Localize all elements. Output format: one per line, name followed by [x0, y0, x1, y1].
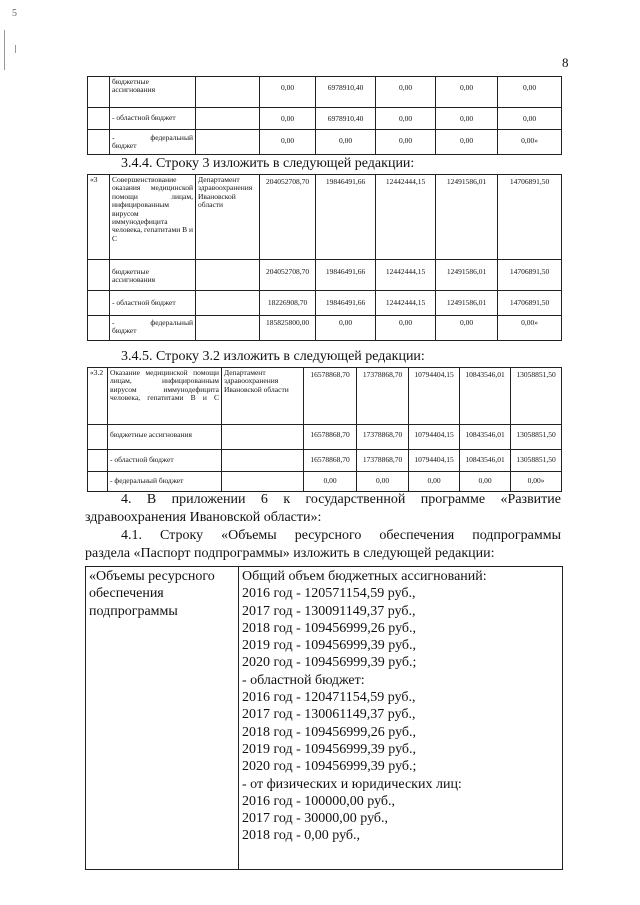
cell-value: 14706891,50: [498, 291, 562, 316]
table-row: [88, 472, 562, 492]
cell-value: 16578868,70: [304, 450, 357, 472]
cell-name-line2: бюджет: [112, 141, 137, 151]
cell-value: 0,00»: [498, 130, 562, 155]
heading-3-4-4: 3.4.4. Строку 3 изложить в следующей редакции:: [121, 156, 415, 171]
resources-table: [85, 566, 563, 870]
cell-number: [88, 77, 110, 108]
paragraph-4-1-line1: 4.1. Строку «Объемы ресурсного обеспечения подпрограммы: [121, 528, 561, 543]
cell-value: 17378868,70: [357, 450, 409, 472]
cell-title: Оказание медицинской помощи лицам, инфицированным вирусом иммунодефицита человека, гепатитами В и С: [108, 368, 222, 425]
heading-3-4-5: 3.4.5. Строку 3.2 изложить в следующей редакции:: [121, 349, 425, 364]
cell-number: [88, 108, 110, 130]
cell-value: 0,00: [376, 130, 436, 155]
table-row: [86, 567, 563, 870]
amount-line: - областной бюджет:: [242, 672, 365, 688]
cell-value: 0,00: [357, 472, 409, 492]
cell-executor: [196, 291, 260, 316]
amount-line: 2017 год - 130061149,37 руб.,: [242, 707, 416, 723]
cell-name: [110, 316, 196, 341]
cell-number: [88, 130, 110, 155]
paragraph-4: 4. В приложении 6 к государственной программе «Развитие здравоохранения Ивановской области»:: [85, 492, 561, 525]
cell-value: 0,00»: [511, 472, 562, 492]
cell-executor: [196, 260, 260, 291]
table-row-3-2: [87, 367, 562, 492]
cell-value: 18226908,70: [260, 291, 316, 316]
cell-value: 12442444,15: [376, 260, 436, 291]
page-number: 8: [562, 55, 569, 70]
table-row: [88, 291, 562, 316]
amount-line: 2016 год - 100000,00 руб.,: [242, 793, 396, 809]
cell-value: 12442444,15: [376, 291, 436, 316]
amount-line: 2020 год - 109456999,39 руб.;: [242, 759, 417, 775]
cell-name: бюджетные ассигнования: [110, 77, 196, 108]
cell-name: - федеральный бюджет: [108, 472, 222, 492]
cell-executor: Департамент здравоохранения Ивановской области: [196, 175, 260, 260]
cell-value: 0,00: [498, 77, 562, 108]
cell-name: - областной бюджет: [108, 450, 222, 472]
cell-value: 13058851,50: [511, 368, 562, 425]
cell-value: 10843546,01: [460, 450, 511, 472]
cell-value: 0,00»: [498, 316, 562, 341]
cell-value: 0,00: [376, 77, 436, 108]
cell-value: 0,00: [376, 316, 436, 341]
cell-value: 19846491,66: [316, 175, 376, 260]
cell-value: 6978910,40: [316, 77, 376, 108]
cell-value: 0,00: [260, 77, 316, 108]
cell-value: 0,00: [409, 472, 460, 492]
cell-executor: [196, 316, 260, 341]
cell-title: Совершенствование оказания медицинской помощи лицам, инфицированным вирусом иммунодефицита человека, гепатитами В и С: [110, 175, 196, 260]
cell-number: [88, 472, 108, 492]
table-row: [88, 368, 562, 425]
cell-value: 12491586,01: [436, 175, 498, 260]
table-continuation: [87, 76, 562, 155]
edge-line: [4, 30, 5, 70]
cell-value: 17378868,70: [357, 425, 409, 450]
table-row: [88, 108, 562, 130]
cell-value: 0,00: [316, 316, 376, 341]
cell-value: 12442444,15: [376, 175, 436, 260]
cell-name-right: федеральный: [150, 133, 193, 142]
cell-value: 0,00: [436, 130, 498, 155]
cell-value: 10794404,15: [409, 425, 460, 450]
cell-value: 12491586,01: [436, 291, 498, 316]
edge-mark: 5: [12, 8, 17, 19]
cell-executor: [222, 472, 304, 492]
cell-number: [88, 291, 110, 316]
cell-name-prefix: -: [112, 318, 115, 327]
cell-value: 0,00: [436, 77, 498, 108]
cell-number: [88, 316, 110, 341]
table-row: [88, 175, 562, 260]
cell-value: 13058851,50: [511, 425, 562, 450]
cell-value: 0,00: [260, 108, 316, 130]
cell-value: 0,00: [460, 472, 511, 492]
cell-number: «3: [88, 175, 110, 260]
cell-value: 0,00: [304, 472, 357, 492]
cell-name-right: федеральный: [150, 318, 193, 327]
cell-label: «Объемы ресурсного обеспечения подпрограммы: [86, 567, 239, 870]
cell-value: 10794404,15: [409, 450, 460, 472]
table-row: [88, 77, 562, 108]
amount-line: 2019 год - 109456999,39 руб.,: [242, 638, 417, 654]
cell-value: 17378868,70: [357, 368, 409, 425]
cell-number: [88, 260, 110, 291]
cell-name: [110, 130, 196, 155]
edge-line: [15, 45, 16, 53]
cell-value: 0,00: [376, 108, 436, 130]
amount-line: 2017 год - 30000,00 руб.,: [242, 811, 389, 827]
cell-value: 0,00: [436, 316, 498, 341]
table-row: [88, 260, 562, 291]
table-row-3: [87, 174, 562, 341]
cell-name: бюджетные ассигнования: [108, 425, 222, 450]
cell-value: 0,00: [316, 130, 376, 155]
cell-value: 0,00: [436, 108, 498, 130]
table-row: [88, 450, 562, 472]
cell-value: 185825800,00: [260, 316, 316, 341]
cell-value: 19846491,66: [316, 260, 376, 291]
cell-value: 204052708,70: [260, 260, 316, 291]
cell-amounts: [239, 567, 563, 870]
cell-value: 12491586,01: [436, 260, 498, 291]
cell-value: 13058851,50: [511, 450, 562, 472]
table-row: [88, 425, 562, 450]
amount-line: 2018 год - 109456999,26 руб.,: [242, 620, 417, 636]
cell-value: 10843546,01: [460, 425, 511, 450]
cell-value: 6978910,40: [316, 108, 376, 130]
amount-line: 2019 год - 109456999,39 руб.,: [242, 741, 417, 757]
cell-executor: [222, 425, 304, 450]
cell-executor: [196, 108, 260, 130]
cell-value: 16578868,70: [304, 368, 357, 425]
cell-value: 16578868,70: [304, 425, 357, 450]
table-row: [88, 130, 562, 155]
amount-line: 2016 год - 120571154,59 руб.,: [242, 586, 416, 602]
cell-number: «3.2: [88, 368, 108, 425]
amount-line: 2018 год - 109456999,26 руб.,: [242, 724, 417, 740]
cell-name-prefix: -: [112, 133, 115, 142]
amount-line: 2018 год - 0,00 руб.,: [242, 828, 361, 844]
cell-name: - областной бюджет: [110, 108, 196, 130]
cell-executor: [196, 130, 260, 155]
amount-line: Общий объем бюджетных ассигнований:: [242, 569, 487, 584]
table-row: [88, 316, 562, 341]
amount-line: 2016 год - 120471154,59 руб.,: [242, 690, 416, 706]
cell-number: [88, 450, 108, 472]
amount-line: - от физических и юридических лиц:: [242, 776, 462, 792]
paragraph-4-1-line2: раздела «Паспорт подпрограммы» изложить в следующей редакции:: [85, 546, 495, 561]
amount-line: 2017 год - 130091149,37 руб.,: [242, 603, 416, 619]
cell-value: 0,00: [498, 108, 562, 130]
cell-value: 10794404,15: [409, 368, 460, 425]
cell-value: 10843546,01: [460, 368, 511, 425]
cell-name-line2: бюджет: [112, 326, 137, 336]
cell-name: бюджетные ассигнования: [110, 260, 196, 291]
cell-value: 0,00: [260, 130, 316, 155]
cell-executor: Департамент здравоохранения Ивановской области: [222, 368, 304, 425]
cell-value: 204052708,70: [260, 175, 316, 260]
cell-number: [88, 425, 108, 450]
amount-line: 2020 год - 109456999,39 руб.;: [242, 655, 417, 671]
cell-name: - областной бюджет: [110, 291, 196, 316]
cell-executor: [196, 77, 260, 108]
cell-value: 19846491,66: [316, 291, 376, 316]
cell-value: 14706891,50: [498, 260, 562, 291]
cell-executor: [222, 450, 304, 472]
cell-value: 14706891,50: [498, 175, 562, 260]
